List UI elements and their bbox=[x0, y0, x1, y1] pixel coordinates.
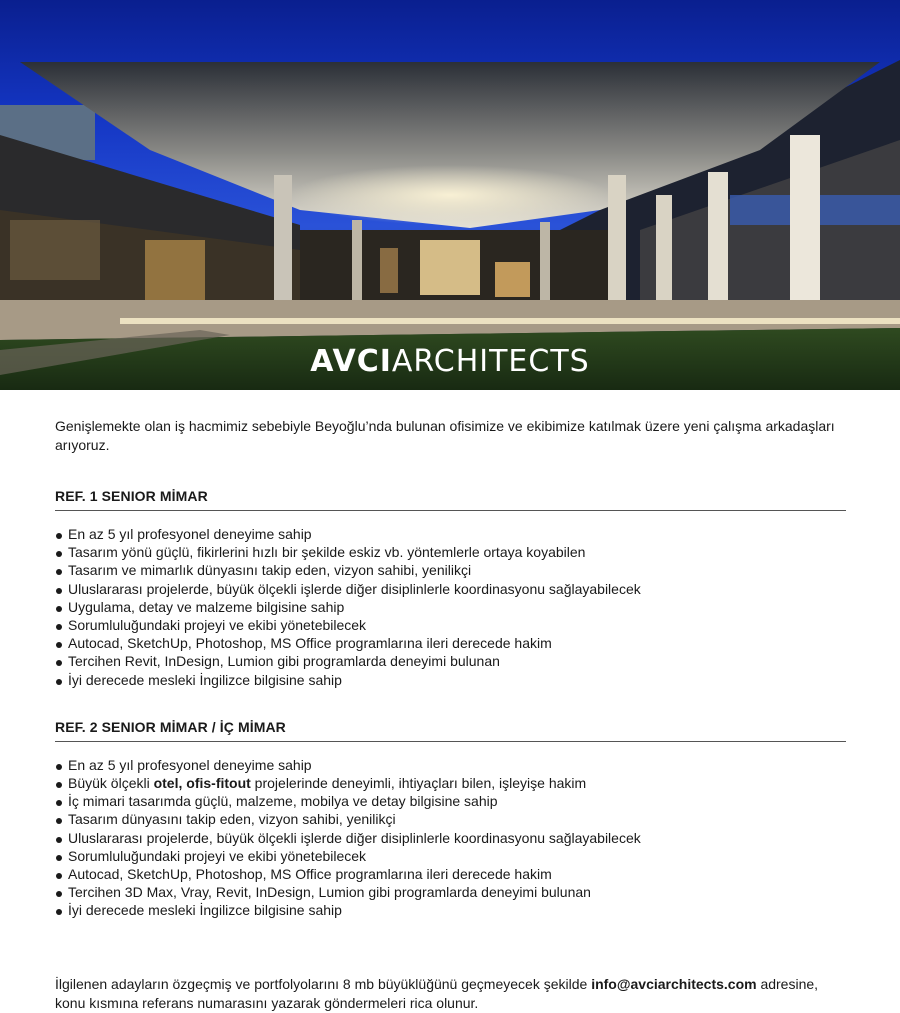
logo-bold-text: AVCI bbox=[310, 344, 392, 379]
company-logo bbox=[0, 344, 900, 379]
list-item: Uluslararası projelerde, büyük ölçekli işlerde diğer disiplinlerle koordinasyonu sağlayabilecek bbox=[55, 580, 846, 598]
architecture-photo-icon bbox=[0, 0, 900, 390]
list-item: Uygulama, detay ve malzeme bilgisine sahip bbox=[55, 598, 846, 616]
list-item-text: Büyük ölçekli bbox=[68, 775, 154, 792]
list-item bbox=[55, 774, 846, 792]
section-ref-1 bbox=[55, 488, 846, 689]
contact-text: İlgilenen adayların özgeçmiş ve portfolyolarını 8 mb büyüklüğünü geçmeyecek şekilde bbox=[55, 976, 592, 992]
list-item-text: projelerinde deneyimli, ihtiyaçları bilen, işleyişe hakim bbox=[250, 775, 587, 792]
contact-paragraph bbox=[55, 975, 846, 1013]
requirements-list bbox=[55, 525, 846, 689]
logo-light-text: ARCHITECTS bbox=[391, 344, 590, 379]
list-item: Autocad, SketchUp, Photoshop, MS Office programlarına ileri derecede hakim bbox=[55, 634, 846, 652]
section-ref-2 bbox=[55, 719, 846, 920]
list-item: Tercihen 3D Max, Vray, Revit, InDesign, Lumion gibi programlarda deneyimi bulunan bbox=[55, 883, 846, 901]
job-posting-body bbox=[55, 417, 846, 920]
list-item: Uluslararası projelerde, büyük ölçekli işlerde diğer disiplinlerle koordinasyonu sağlayabilecek bbox=[55, 829, 846, 847]
list-item: İç mimari tasarımda güçlü, malzeme, mobilya ve detay bilgisine sahip bbox=[55, 792, 846, 810]
list-item: Tasarım ve mimarlık dünyasını takip eden, vizyon sahibi, yenilikçi bbox=[55, 561, 846, 579]
requirements-list bbox=[55, 756, 846, 920]
list-item: En az 5 yıl profesyonel deneyime sahip bbox=[55, 756, 846, 774]
list-item: Autocad, SketchUp, Photoshop, MS Office programlarına ileri derecede hakim bbox=[55, 865, 846, 883]
list-item: İyi derecede mesleki İngilizce bilgisine sahip bbox=[55, 901, 846, 919]
contact-text: adresine, konu kısmına referans numarasını yazarak göndermeleri rica olunur. bbox=[55, 976, 819, 1011]
list-item: Tasarım yönü güçlü, fikirlerini hızlı bir şekilde eskiz vb. yöntemlerle ortaya koyabilen bbox=[55, 543, 846, 561]
list-item: Tasarım dünyasını takip eden, vizyon sahibi, yenilikçi bbox=[55, 810, 846, 828]
list-item: En az 5 yıl profesyonel deneyime sahip bbox=[55, 525, 846, 543]
contact-email: info@avciarchitects.com bbox=[591, 976, 757, 992]
list-item: Sorumluluğundaki projeyi ve ekibi yönetebilecek bbox=[55, 616, 846, 634]
list-item-bold-text: otel, ofis-fitout bbox=[153, 775, 251, 792]
section-heading: REF. 1 SENIOR MİMAR bbox=[55, 488, 846, 511]
list-item: İyi derecede mesleki İngilizce bilgisine sahip bbox=[55, 671, 846, 689]
section-heading: REF. 2 SENIOR MİMAR / İÇ MİMAR bbox=[55, 719, 846, 742]
list-item: Sorumluluğundaki projeyi ve ekibi yönetebilecek bbox=[55, 847, 846, 865]
hero-image bbox=[0, 0, 900, 390]
intro-paragraph: Genişlemekte olan iş hacmimiz sebebiyle Beyoğlu’nda bulunan ofisimize ve ekibimize katılmak üzere yeni çalışma arkadaşları arıyoruz. bbox=[55, 418, 835, 453]
list-item: Tercihen Revit, InDesign, Lumion gibi programlarda deneyimi bulunan bbox=[55, 652, 846, 670]
